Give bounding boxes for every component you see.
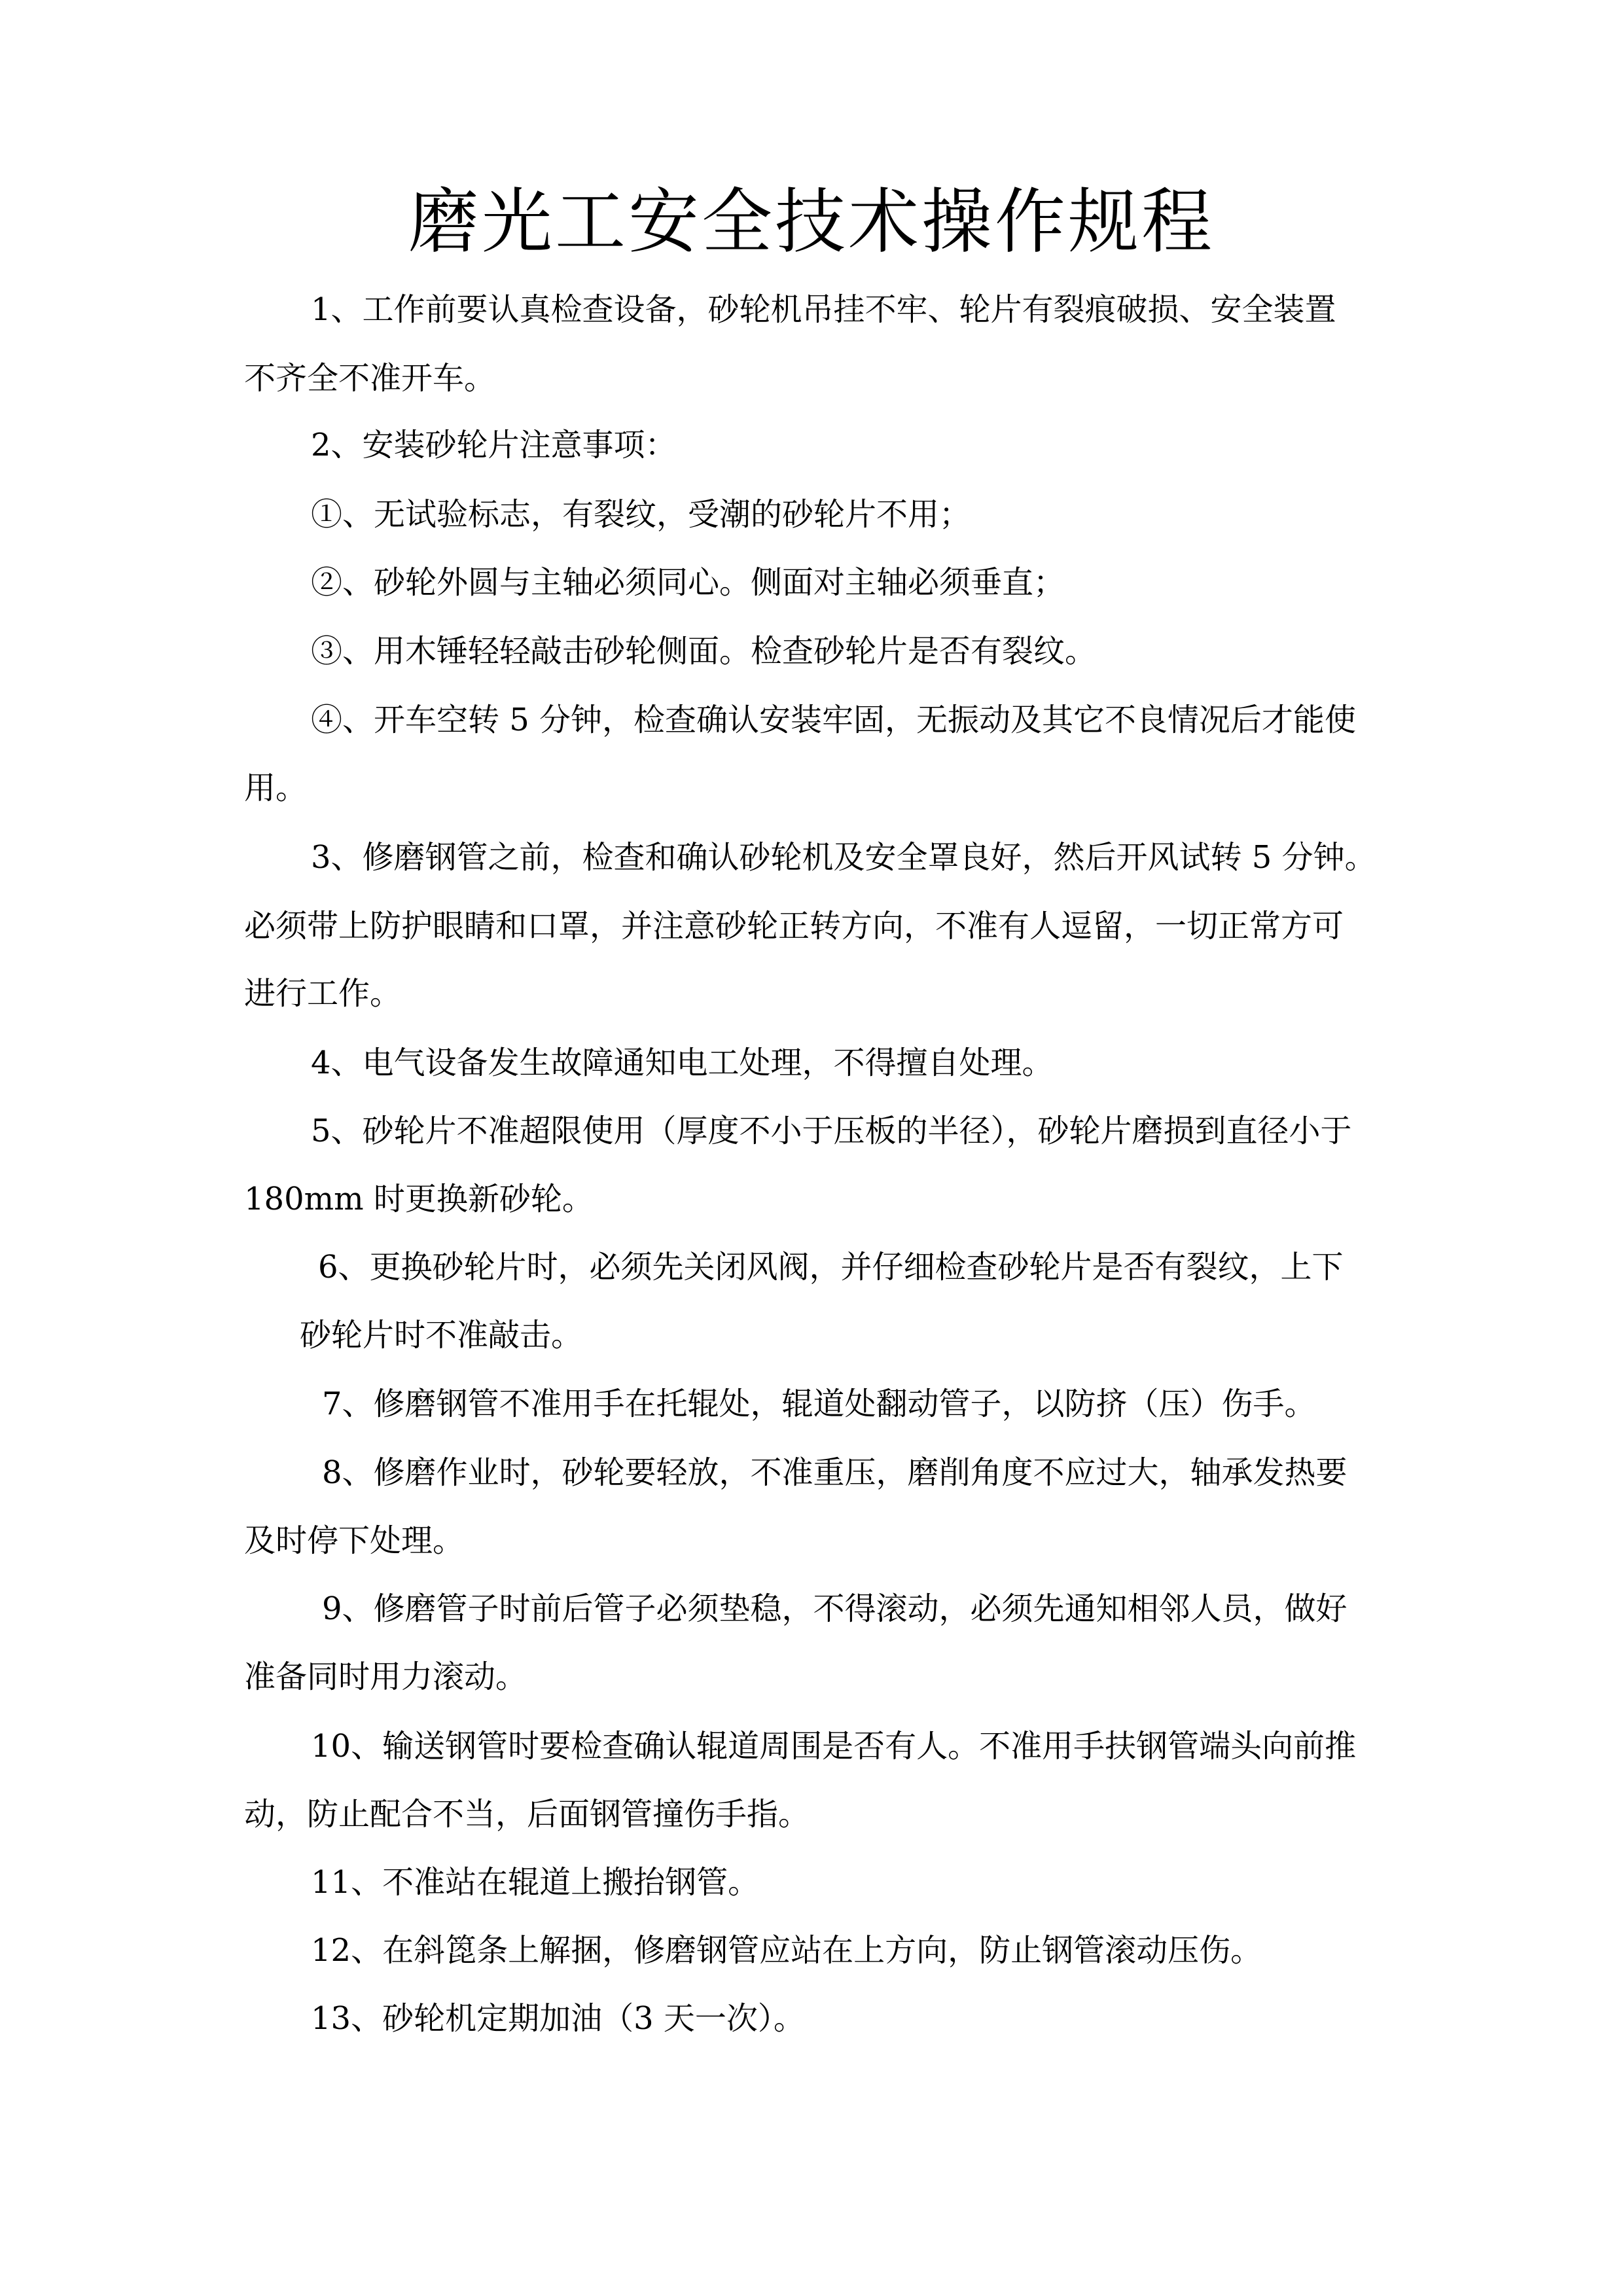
- item-5-line-1: 5、砂轮片不准超限使用（厚度不小于压板的半径），砂轮片磨损到直径小于: [311, 1113, 1352, 1149]
- item-2-heading: 2、安装砂轮片注意事项：: [311, 427, 677, 463]
- item-7: 7、修磨钢管不准用手在托辊处，辊道处翻动管子，以防挤（压）伤手。: [322, 1386, 1316, 1422]
- item-11: 11、不准站在辊道上搬抬钢管。: [311, 1864, 760, 1901]
- item-2-sub-4-line-2: 用。: [244, 770, 308, 806]
- item-4: 4、电气设备发生故障通知电工处理，不得擅自处理。: [311, 1045, 1054, 1081]
- item-8-line-2: 及时停下处理。: [244, 1522, 465, 1559]
- item-2-sub-2: ②、砂轮外圆与主轴必须同心。侧面对主轴必须垂直；: [311, 564, 1065, 601]
- item-9-line-1: 9、修磨管子时前后管子必须垫稳，不得滚动，必须先通知相邻人员，做好: [322, 1590, 1347, 1627]
- item-13: 13、砂轮机定期加油（3 天一次）。: [311, 2000, 805, 2037]
- item-5-line-2: 180mm 时更换新砂轮。: [244, 1181, 594, 1217]
- item-9-line-2: 准备同时用力滚动。: [244, 1659, 527, 1695]
- page-title: 磨光工安全技术操作规程: [408, 181, 1215, 263]
- item-10-line-1: 10、输送钢管时要检查确认辊道周围是否有人。不准用手扶钢管端头向前推: [311, 1728, 1357, 1765]
- item-3-line-2: 必须带上防护眼睛和口罩，并注意砂轮正转方向，不准有人逗留，一切正常方可: [244, 908, 1344, 944]
- item-1-line-1: 1、工作前要认真检查设备，砂轮机吊挂不牢、轮片有裂痕破损、安全装置: [311, 291, 1336, 328]
- item-6-line-1: 6、更换砂轮片时，必须先关闭风阀，并仔细检查砂轮片是否有裂纹，上下: [318, 1249, 1344, 1285]
- item-2-sub-1: ①、无试验标志，有裂纹，受潮的砂轮片不用；: [311, 496, 971, 533]
- item-3-line-3: 进行工作。: [244, 975, 402, 1012]
- item-1-line-2: 不齐全不准开车。: [244, 360, 496, 397]
- item-2-sub-3: ③、用木锤轻轻敲击砂轮侧面。检查砂轮片是否有裂纹。: [311, 633, 1097, 670]
- item-8-line-1: 8、修磨作业时，砂轮要轻放，不准重压，磨削角度不应过大，轴承发热要: [322, 1454, 1347, 1491]
- item-10-line-2: 动，防止配合不当，后面钢管撞伤手指。: [244, 1796, 810, 1833]
- item-2-sub-4-line-1: ④、开车空转 5 分钟，检查确认安装牢固，无振动及其它不良情况后才能使: [311, 702, 1357, 738]
- item-3-line-1: 3、修磨钢管之前，检查和确认砂轮机及安全罩良好，然后开风试转 5 分钟。: [311, 839, 1376, 876]
- item-6-line-2: 砂轮片时不准敲击。: [300, 1317, 583, 1354]
- item-12: 12、在斜箆条上解捆，修磨钢管应站在上方向，防止钢管滚动压伤。: [311, 1932, 1262, 1969]
